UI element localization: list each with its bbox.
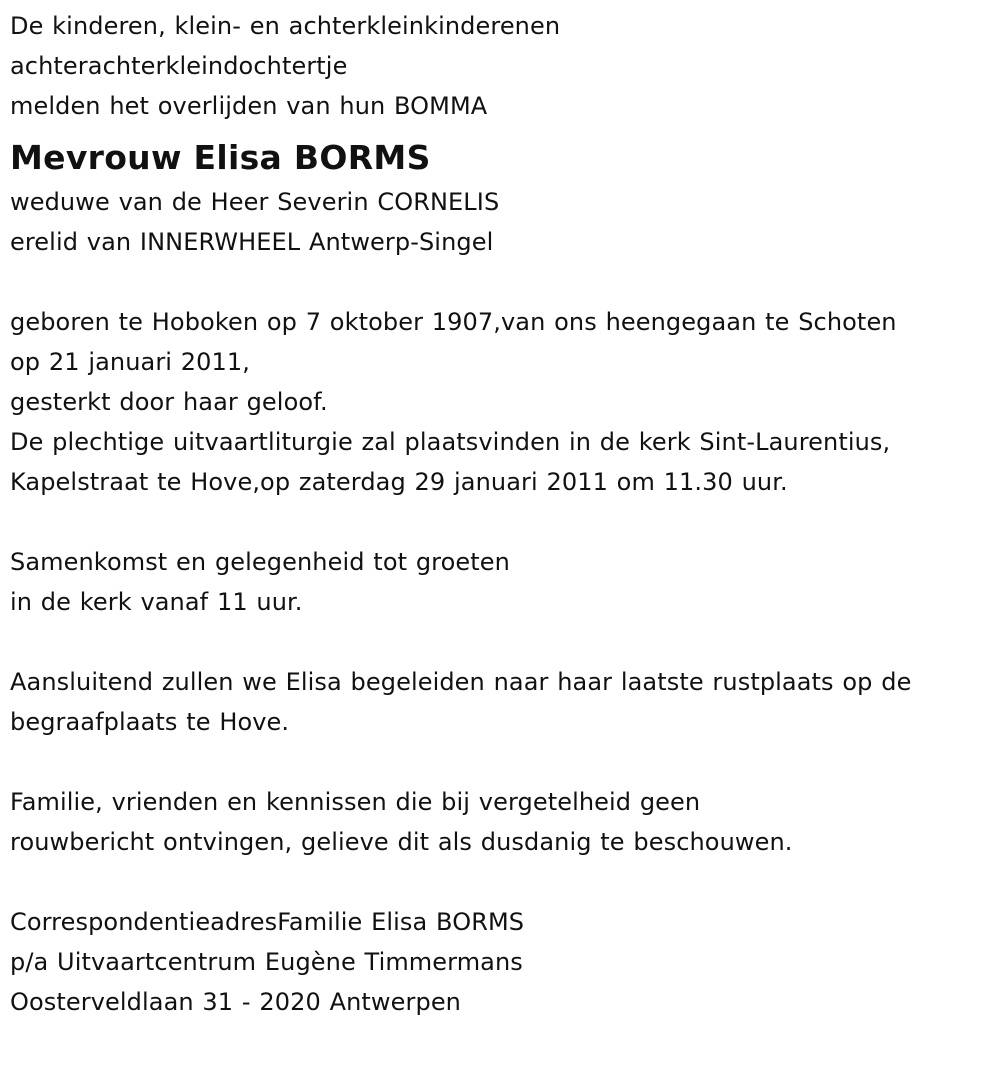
intro-line: De kinderen, klein- en achterkleinkinderenen [10,12,561,40]
burial-line: begraafplaats te Hove. [10,708,290,736]
spacer [10,622,995,662]
title-line: erelid van INNERWHEEL Antwerp-Singel [10,228,494,256]
details-block [10,302,995,502]
spacer [10,742,995,782]
correspondence-line: CorrespondentieadresFamilie Elisa BORMS [10,908,525,936]
deceased-name: Mevrouw Elisa BORMS [10,138,431,177]
titles-block [10,182,995,262]
title-line: weduwe van de Heer Severin CORNELIS [10,188,500,216]
notice-line: rouwbericht ontvingen, gelieve dit als dusdanig te beschouwen. [10,828,793,856]
death-announcement [10,6,995,1022]
details-line: De plechtige uitvaartliturgie zal plaatsvinden in de kerk Sint-Laurentius, [10,428,891,456]
details-line: gesterkt door haar geloof. [10,388,328,416]
gathering-line: Samenkomst en gelegenheid tot groeten [10,548,510,576]
correspondence-line: p/a Uitvaartcentrum Eugène Timmermans [10,948,523,976]
intro-line: achterachterkleindochtertje [10,52,348,80]
details-line: Kapelstraat te Hove,op zaterdag 29 januari 2011 om 11.30 uur. [10,468,788,496]
burial-block [10,662,995,742]
spacer [10,862,995,902]
details-line: geboren te Hoboken op 7 oktober 1907,van ons heengegaan te Schoten [10,308,897,336]
spacer [10,262,995,302]
intro-block [10,6,995,126]
gathering-block [10,542,995,622]
spacer [10,502,995,542]
notice-block [10,782,995,862]
notice-line: Familie, vrienden en kennissen die bij vergetelheid geen [10,788,701,816]
intro-line: melden het overlijden van hun BOMMA [10,92,488,120]
gathering-line: in de kerk vanaf 11 uur. [10,588,303,616]
correspondence-block [10,902,995,1022]
correspondence-line: Oosterveldlaan 31 - 2020 Antwerpen [10,988,461,1016]
burial-line: Aansluitend zullen we Elisa begeleiden naar haar laatste rustplaats op de [10,668,912,696]
details-line: op 21 januari 2011, [10,348,250,376]
